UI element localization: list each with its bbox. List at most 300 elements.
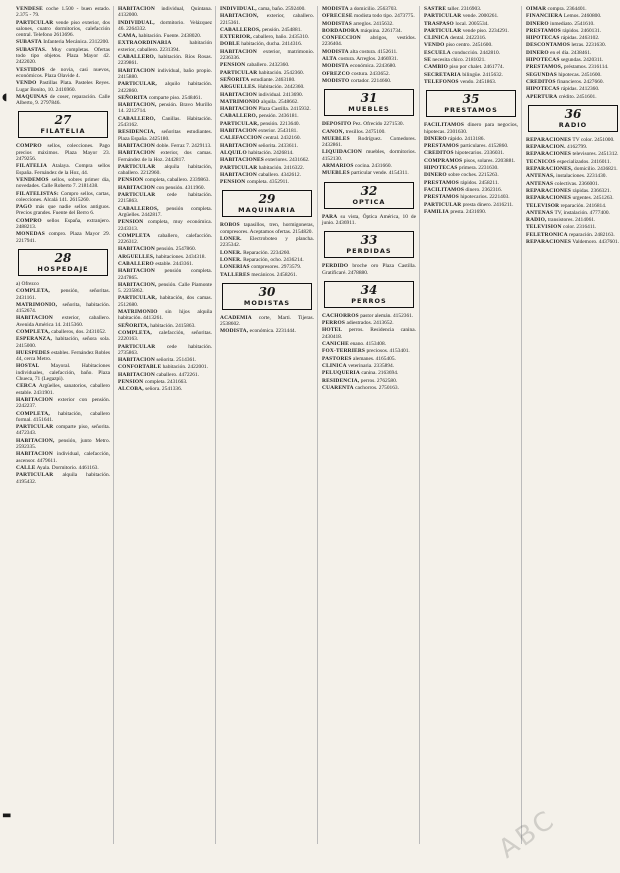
ad-text: individual, baño propio. 2415880. [118,67,212,80]
ad-text: Pastillas Plata. Pasteles Reyes. Lugar Bonito, 10. 2416960. [16,80,110,93]
classified-ad [220,106,314,112]
classified-ad [118,68,212,81]
ad-column [16,6,110,486]
ad-headword: MUEBLES [322,135,350,142]
ad-text: instalaciones. 2231430. [556,173,607,180]
classified-ad [424,21,518,27]
ad-headword: HIPOTECAS [526,86,560,93]
section-number: 30 [258,284,276,299]
ad-text: pensión. 2436181. [258,113,299,120]
ad-headword: HABITACION [118,67,155,74]
ad-text: Reparación. 2234260. [243,249,291,256]
ad-headword: CONFECCION [322,35,361,42]
ad-text: urgentes. 2451263. [572,195,614,202]
ad-text: de coser, reparación. Calle Alberto, 9. 2797846. [16,93,110,107]
classified-ad [322,327,416,340]
ad-text: a) Ofrezco [16,280,39,287]
ad-headword: COMPLETA, [16,410,50,417]
ad-headword: MAQUINAS [16,93,48,100]
ad-text: señorita. 2433611. [258,142,299,149]
classified-ad [16,411,110,424]
section-label: FILATELIA [40,127,86,136]
classified-ad [118,386,212,392]
classified-ad [118,357,212,363]
ad-headword: OFRECESE [322,13,353,20]
ad-headword: MATRIMONIO [220,98,260,105]
ad-headword: PENSION [118,379,144,386]
classified-ad [526,64,620,70]
classified-ad [16,231,110,244]
classified-ad [220,99,314,105]
classified-ad [322,370,416,376]
ad-text: habitación. 2542360. [258,69,305,76]
ad-text: de novia, casi nuevos, económicos. Plaza Olavide 4. [16,66,110,79]
classified-ad [118,379,212,385]
ad-headword: CACHORROS [322,312,359,319]
ad-text: dinero. 2362316. [465,186,503,193]
ad-headword: HABITACION, [118,102,157,109]
ad-text: estables. Fernández Robles 44, cerca Metro. [16,349,110,363]
ad-headword: REPARACIONES, [526,166,573,173]
ad-headword: MODISTA, [220,328,249,335]
ad-headword: OIMAR [526,6,547,12]
ad-headword: HABITACION [118,142,155,149]
classified-ad [16,80,110,93]
section-header [18,249,108,276]
ad-headword: PARTICULAR, [118,81,157,88]
ad-text: abrigos, vestidos. 2236404. [322,35,416,48]
ad-text: hipotecarios. 2221403. [460,194,510,201]
ad-headword: REPARACIONES [526,195,572,202]
ad-headword: CABALLERO [118,260,154,267]
ad-headword: PERROS [322,320,346,327]
ad-headword: PENSION [118,219,144,226]
ad-headword: PRESTAMOS [424,143,459,150]
classified-ad [424,165,518,171]
ad-text: veterinaria. 2335894. [348,362,395,369]
classified-ad [526,188,620,194]
classified-ad [526,144,620,150]
ad-headword: EXTERIOR, [220,34,252,41]
ad-headword: MODISTA [322,63,349,70]
ad-headword: PARA [322,213,338,220]
ad-headword: RESIDENCIA, [322,377,360,384]
ad-headword: REPARACIONES [526,239,572,246]
classified-ad [16,472,110,485]
ad-text: compro. Plaza Mayor 29. 2217941. [16,231,110,244]
ad-headword: PENSION [220,62,246,69]
ad-headword: HOSTAL [16,363,40,370]
classified-ad [220,27,314,33]
ad-headword: COMPLETA, [16,288,50,295]
section-number: 32 [360,183,378,198]
classified-ad [118,116,212,129]
classified-ad [526,137,620,143]
ad-headword: HOTEL [322,327,343,334]
classified-ad [424,172,518,178]
ad-text: conducción. 2442810. [452,49,500,56]
classified-ad [118,81,212,94]
classified-ad [220,121,314,127]
ad-headword: FELETRONICA [526,231,568,238]
classified-ad [16,163,110,176]
classified-ad [322,385,416,391]
classified-ad [220,272,314,278]
column-divider [215,6,216,844]
ad-headword: CANICHE [322,341,349,348]
classified-ad [118,330,212,343]
ad-text: Habitación. 2442360. [257,84,305,91]
ad-text: rápidas. 2412360. [560,86,600,93]
ad-headword: LONER. [220,236,242,243]
ad-text: domicilio. 2436821. [574,166,618,173]
ad-text: rápidos. 2458211. [460,179,499,186]
ad-headword: HABITACION, [16,437,55,444]
ad-headword: VENDO [16,80,37,87]
ad-headword: HABITACION [118,357,155,364]
ad-text: preciosos. 4153401. [366,348,410,355]
ad-headword: HABITACION [16,396,53,403]
ad-headword: CABALLEROS, [220,26,261,33]
classified-ad [16,47,110,66]
ad-text: comparte piso. 2548461. [148,94,203,101]
margin-mark: ▬ [2,810,12,821]
ad-headword: DINERO [526,20,549,27]
classified-ad [322,71,416,77]
ad-text: dormitorio. Velázquez 46. 2264332. [118,19,212,32]
ad-headword: INDIVIDUAL, [220,6,257,12]
ad-text: pensión. 2547860. [156,246,196,253]
ad-headword: SECRETARIA [424,71,461,78]
ad-text: cocina. 2431660. [354,163,392,170]
classified-ad [118,323,212,329]
classified-ad [322,35,416,48]
ad-text: Canillas. Habitación. 2543162. [118,115,212,129]
classified-ad [220,172,314,178]
ad-headword: FILATELISTAS: [16,190,59,197]
classified-ad [118,185,212,191]
ad-text: individual, Quintana. 4132000. [118,6,212,19]
ad-headword: VENDEMOS [16,176,49,183]
ad-column [322,6,416,392]
ad-headword: PERDIDO [322,263,349,270]
ad-headword: CALLE [16,464,36,471]
column-divider [317,6,318,844]
ad-headword: PRESTAMOS [424,194,459,201]
ad-headword: SUBASTA [16,39,42,46]
ad-headword: HABITACION [220,142,257,149]
ad-text: exterior, caballero. 2215361. [220,13,314,26]
ad-headword: ANTENAS [526,180,554,187]
classified-ad [424,187,518,193]
ad-text: reparación. 2416814. [560,202,607,209]
classified-ad [526,6,620,12]
ad-headword: LIQUIDACION [322,149,362,156]
ad-text: habitación, ducha. 2414316. [241,41,303,48]
ad-headword: ALCOBA, [118,386,144,393]
classified-ad [322,363,416,369]
section-number: 29 [258,192,276,207]
ad-text: en el día. 2438461. [550,49,592,56]
ad-text: presta. 2431690. [450,208,487,215]
ad-text: modista todo tipo. 2473775. [354,13,415,20]
classified-ad [16,191,110,204]
ad-headword: CABALLERO, [118,54,156,61]
section-header [222,190,312,217]
ad-text: alquilo habitación. 2422860. [118,81,212,94]
classified-ad [526,239,620,245]
ad-text: Atalaya. Compra sellos España. Fernández de la Hoz, 44. [16,163,110,176]
ad-text: caballero, calefacción. 2226312. [118,232,212,246]
ad-text: dinero para negocios, hipotecas. 2301630. [424,122,518,135]
classified-ad [220,84,314,90]
ad-headword: FACILITAMOS [424,122,465,129]
ad-text: habitación, señora sola. 2415000. [16,336,110,349]
ad-text: pisos, solares. 2203881. [463,157,516,164]
ad-headword: PAGO [16,204,32,211]
classified-ad [424,194,518,200]
classified-ad [424,180,518,186]
classified-ad [220,41,314,47]
ad-headword: SEGUNDAS [526,71,557,78]
classified-ad [322,21,416,27]
ad-headword: BORDADORA [322,27,360,34]
ad-headword: FOX-TERRIERS [322,348,366,355]
ad-text: doble. Ferraz 7. 2429113. [156,142,212,149]
ad-headword: HUESPEDES [16,349,50,356]
classified-ad [322,6,416,12]
ad-headword: SEÑORITA [220,76,250,83]
section-number: 34 [360,282,378,297]
classified-ad [118,143,212,149]
ad-headword: DINERO [526,49,549,56]
ad-headword: TECNICOS [526,158,556,165]
ad-headword: MODISTAS [322,20,352,27]
ad-text: pensión completa. Argüelles. 2442817. [118,205,212,218]
classified-ad [118,246,212,252]
ad-text: Valdemoro. 4437601. [572,239,619,246]
ad-headword: CREDITOS [526,78,556,85]
ad-text: central. 2432160. [263,135,301,142]
classified-ad [118,364,212,370]
classified-ad [118,164,212,177]
ad-headword: CABALLEROS, [118,205,159,212]
ad-headword: COMPRO [16,143,42,150]
classified-ad [424,158,518,164]
ad-column [526,6,620,246]
classified-ad [424,13,518,19]
ad-text: alquila. 2548662. [261,98,299,105]
classified-ad [220,135,314,141]
classified-ad [16,465,110,471]
ad-text: estable. 2443361. [155,260,194,267]
ad-column [220,6,314,336]
ad-text: su vista, Óptica América, 10 de junio. 2436911. [322,213,416,226]
classified-ad [16,218,110,231]
ad-headword: TELEVISION [526,224,562,231]
ad-text: rápidas. 2463102. [560,35,600,42]
classified-ad [526,159,620,165]
section-label: RADIO [558,120,588,129]
ad-headword: LONER. [220,256,242,263]
ad-text: habitaciones. 2434318. [155,253,206,260]
ad-text: local. 2005534. [455,20,489,27]
ad-text: completa. 4352911. [246,179,290,186]
classified-ad [424,150,518,156]
ad-headword: MONEDAS [16,231,45,238]
ad-text: enano. 4153408. [350,341,387,348]
ad-headword: DESCONTAMOS [526,42,571,49]
classified-ad [424,72,518,78]
classified-ad [322,170,416,176]
section-number: 36 [564,106,582,121]
ad-headword: HABITACION, [118,281,157,288]
ad-text: exterior, matrimonio. 2236336. [220,48,314,62]
classified-ad [220,77,314,83]
ad-text: rápidas. 2366321. [572,187,611,194]
ad-headword: REPARACION. [526,144,566,151]
ad-text: financieros. 2427660. [557,78,604,85]
ad-headword: PARTICULAR [16,424,54,431]
section-header [324,231,414,258]
classified-ad [118,6,212,19]
ad-headword: HABITACION [16,451,53,458]
classified-ad [220,128,314,134]
ad-text: alquila habitación, caballero. 2212960. [118,163,212,177]
ad-headword: TELEVISOR [526,202,560,209]
ad-headword: HABITACION [118,6,155,12]
classified-ad [322,78,416,84]
ad-headword: CERCA [16,383,37,390]
ad-headword: PARTICULAR [118,192,156,199]
ad-text: estudiante. 2463180. [250,76,296,83]
ad-headword: HABITACION [220,106,257,113]
ad-text: habitación. 2415863. [150,322,196,329]
ad-headword: HABITACION [220,171,257,178]
ad-text: hipotecas. 2451600. [558,71,602,78]
ad-headword: PENSION [118,177,144,184]
classified-ad [526,86,620,92]
classified-ad [526,166,620,172]
classified-ad [220,222,314,235]
ad-headword: LONER. [220,249,242,256]
ad-headword: MODISTA [322,48,349,55]
ad-headword: FAMILIA [424,208,449,215]
section-label: PERROS [351,296,387,305]
classified-ad [118,206,212,219]
ad-text: individual, calefacción, ascensor. 4479611. [16,451,110,464]
classified-ad [526,79,620,85]
ad-text: piso por chalet. 2461774. [449,64,504,71]
ad-headword: HABITACIONES [220,157,264,164]
ad-text: particular vende. 4154311. [351,170,409,177]
section-label: MUEBLES [348,105,390,114]
ad-text: tresillos. 2475100. [345,128,386,135]
ad-text: TV color. 2451000. [572,136,615,143]
ad-headword: REPARACIONES [526,151,572,158]
ad-text: cortador. 2214660. [350,77,392,84]
classified-ad [118,129,212,142]
classified-ad [118,177,212,183]
ad-headword: PARTICULAR [16,472,54,479]
classified-ad [118,40,212,53]
ad-text: alta costura. 4152611. [350,48,398,55]
ad-headword: ARGUELLES. [220,84,257,91]
ad-text: Compro sellos, cartas, colecciones. Alcalá 141. 2615260. [16,190,110,203]
ad-text: habitación exterior, caballero. 2231394. [118,40,212,53]
ad-text: cama, baño. 2592400. [258,6,306,12]
ad-text: alquila habitación. 4195432. [16,472,110,485]
ad-headword: HABITACION [118,371,155,378]
ad-text: transistores. 2414061. [547,217,596,224]
ad-text: señoritas estudiantes. Plaza España. 2425180. [118,129,212,142]
ad-text: pensión completa. 2247865. [118,268,212,281]
watermark: ABC [493,804,562,865]
ad-text: exterior, dos camas. Fernández de la Hoz. 2442817. [118,150,212,163]
ad-headword: PENSION [220,179,246,186]
classified-ad [526,50,620,56]
classified-ad [220,315,314,328]
ad-text: adiestrados. 2413652. [346,320,394,327]
ad-text: completa, muy económica. 2243313. [118,219,212,232]
classified-ad [424,35,518,41]
section-label: HOSPEDAJE [37,264,89,273]
classified-ad [16,424,110,437]
classified-ad [526,42,620,48]
classified-ad [118,102,212,115]
classified-ad [118,150,212,163]
ad-text: completa, caballero. 2339863. [144,177,210,184]
ad-headword: SEÑORITA [118,94,148,101]
ad-headword: EXTRAORDINARIA [118,40,172,47]
ad-headword: PELUQUERIA [322,370,360,377]
section-label: MAQUINARIA [238,206,296,215]
classified-ad [322,341,416,347]
ad-headword: PASTORES [322,355,352,362]
classified-ad [526,210,620,216]
classified-ad [424,64,518,70]
classified-ad [16,315,110,328]
classified-ad [16,363,110,382]
classified-ad [220,264,314,270]
ad-text: broche oro Plaza Castilla. Gratificaré. 2478880. [322,263,416,276]
ad-headword: ESCUELA [424,49,451,56]
ad-headword: SUBASTAS. [16,46,47,53]
ad-headword: HABITACION [220,91,257,98]
ad-text: rápido. 2413186. [448,135,485,142]
ad-text: hipotecarios. 2336031. [455,150,505,157]
ad-text: Muy completas. Ofertas todo tipo objetos. Plaza Mayor 42. 2422020. [16,46,110,66]
classified-ad [424,209,518,215]
ad-headword: ROBOS [220,222,240,229]
ad-text: máquina. 2261734. [360,27,402,34]
section-number: 28 [54,250,72,265]
classified-ad [526,21,620,27]
classified-ad [322,13,416,19]
ad-headword: CLINICA [322,362,347,369]
ad-headword: TELEFONOS [424,78,459,85]
classified-ad [424,6,518,12]
ad-text: alemanes. 4165405. [352,355,396,362]
ad-text: sin hijos alquila habitación. 4413261. [118,309,212,322]
ad-text: exteriores. 2431662. [265,157,310,164]
column-divider [419,6,420,844]
classified-ad [16,288,110,301]
ad-text: inmediato. 2541610. [550,20,595,27]
ad-text: préstamos. 2316114. [563,64,609,71]
ad-headword: MATRIMONIO [118,309,158,316]
classified-ad [424,79,518,85]
